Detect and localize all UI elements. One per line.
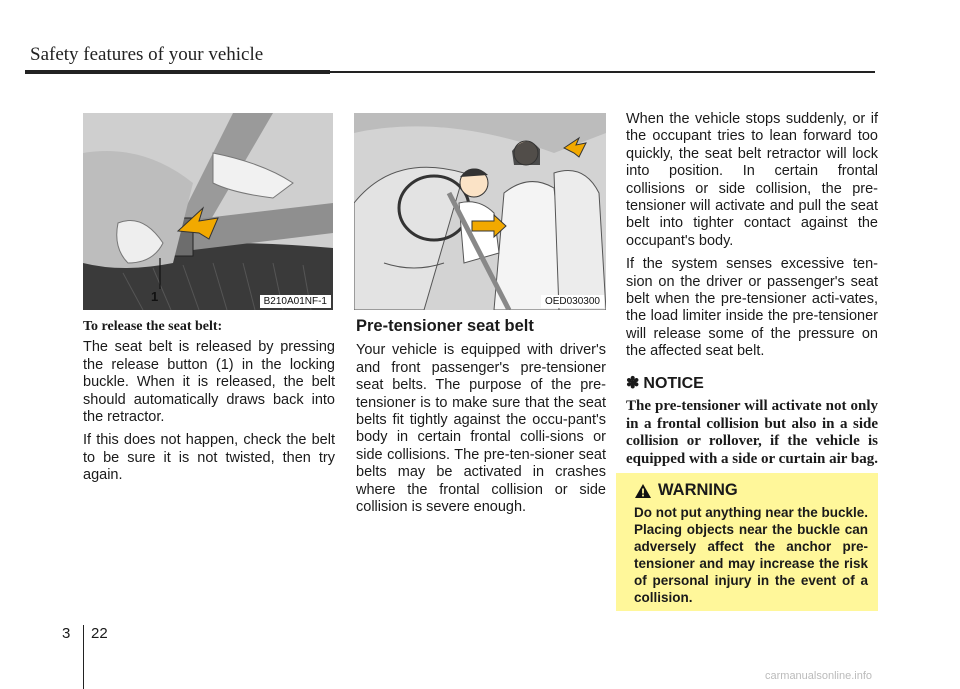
watermark: carmanualsonline.info [765, 670, 873, 682]
locking-paragraph: When the vehicle stops suddenly, or if the occupant tries to lean forward too quickly, the seat belt retractor will lock into position. In certain frontal collisions or side collision, the pre-tensioner will activate and pull the seat belt into tighter contact against the occupant's body. [626, 111, 878, 249]
notice-heading [626, 375, 878, 392]
page-number: 22 [91, 625, 108, 642]
release-seat-belt-section [83, 318, 335, 491]
header-rule-thick [25, 70, 330, 74]
warning-triangle-icon [634, 483, 652, 499]
vehicle-interior-drawing [354, 113, 606, 310]
warning-body: Do not put anything near the buckle. Placing objects near the buckle can adversely affect the anchor pre-tensioner and may increase the risk of personal injury in the event of a collision. [634, 505, 869, 605]
figure-code: OED030300 [541, 295, 604, 308]
page-header-title: Safety features of your vehicle [30, 44, 264, 65]
warning-heading [634, 481, 868, 500]
release-heading: To release the seat belt: [83, 319, 223, 334]
asterisk-icon: ✽ [626, 374, 640, 392]
notice-title: NOTICE [643, 374, 704, 392]
pre-tensioner-illustration [354, 113, 606, 310]
header-rule-thin [330, 71, 875, 73]
figure-code: B210A01NF-1 [260, 295, 331, 308]
footer-divider [83, 625, 84, 689]
release-paragraph-2: If this does not happen, check the belt to be sure it is not twisted, then try again. [83, 432, 335, 484]
callout-number: 1 [151, 289, 159, 304]
buckle-drawing [83, 113, 333, 310]
seat-belt-release-illustration [83, 113, 333, 310]
warning-box [616, 473, 878, 611]
pre-tensioner-paragraph: Your vehicle is equipped with driver's and front passenger's pre-tensioner seat belts. The purpose of the pre-tensioner is to make sure that the seat belts fit tightly against the occu-pant's body in certain frontal colli-sions or side collisions. The pre-ten-sioner seat belts may be activated in crashes where the frontal collision or side collision is severe enough. [356, 342, 606, 516]
pre-tensioner-heading: Pre-tensioner seat belt [356, 317, 534, 335]
chapter-number: 3 [62, 625, 71, 642]
notice-body: The pre-tensioner will activate not only in a frontal collision but also in a side collision or rollover, if the vehicle is equipped with a side or curtain air bag. [626, 398, 878, 467]
pre-tensioner-continued [626, 111, 878, 474]
warning-title: WARNING [658, 481, 738, 499]
load-limiter-paragraph: If the system senses excessive ten-sion on the driver or passenger's seat belt when the pre-tensioner acti-vates, the load limiter inside the pre-tensioner will release some of the pressure on the affected seat belt. [626, 256, 878, 360]
release-paragraph-1: The seat belt is released by pressing the release button (1) in the locking buckle. When it is released, the belt should automatically draws back into the retractor. [83, 339, 335, 426]
pre-tensioner-section [356, 318, 606, 522]
